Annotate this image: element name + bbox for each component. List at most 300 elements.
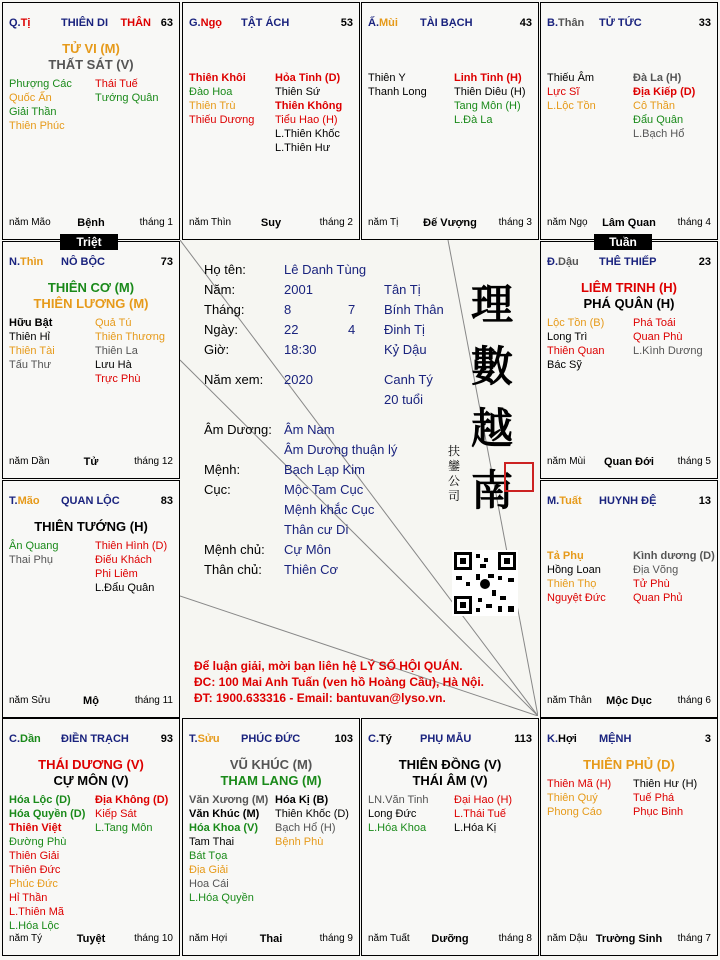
right-star-column <box>95 539 167 595</box>
minor-star: Phúc Đức <box>9 878 58 890</box>
red-stamp-icon <box>504 462 534 492</box>
palace-footer <box>547 456 711 470</box>
seal-char-3: 越 <box>470 404 513 453</box>
minor-star: Tang Môn (H) <box>454 100 521 112</box>
palace-name: ĐIỀN TRẠCH <box>61 733 129 745</box>
palace-year: năm Dần <box>9 456 50 467</box>
value-cuc3: Thân cư Di <box>284 522 349 537</box>
palace-name: THÊ THIẾP <box>599 256 657 268</box>
right-star-column <box>633 316 703 358</box>
main-star: THIÊN ĐỒNG (V) <box>398 757 502 772</box>
palace-number: 63 <box>160 17 173 29</box>
minor-star: Phá Toái <box>633 317 676 329</box>
palace-position <box>368 17 398 29</box>
palace-number: 83 <box>160 495 173 507</box>
main-star: THẤT SÁT (V) <box>48 57 134 72</box>
palace-header <box>189 17 353 31</box>
main-star: VŨ KHÚC (M) <box>229 757 313 772</box>
minor-star: Bát Tọa <box>189 850 228 862</box>
minor-star: L.Lộc Tồn <box>547 100 596 112</box>
qr-code-icon[interactable] <box>452 550 518 616</box>
minor-star: Hồng Loan <box>547 564 601 576</box>
minor-star: Thiên Không <box>275 100 343 112</box>
seal-char-1: 理 <box>470 280 513 329</box>
minor-star: Ân Quang <box>9 540 59 552</box>
right-star-column <box>95 77 159 105</box>
palace-position <box>547 733 577 745</box>
palace-stem: G. <box>189 17 201 29</box>
palace-month: tháng 2 <box>319 217 353 228</box>
seal-char-2: 數 <box>470 342 513 391</box>
palace-year: năm Sửu <box>9 695 51 706</box>
minor-star: Bệnh Phù <box>275 836 324 848</box>
palace-footer <box>547 933 711 947</box>
palace-header <box>9 495 173 509</box>
minor-star: Thiên Giải <box>9 850 60 862</box>
minor-star: LN.Văn Tinh <box>368 794 429 806</box>
minor-star: L.Tang Môn <box>95 822 153 834</box>
palace-name: MỆNH <box>599 733 632 745</box>
minor-star: Thiếu Dương <box>189 114 255 126</box>
minor-star: Phượng Các <box>9 78 72 90</box>
palace-stage: Dưỡng <box>431 933 469 945</box>
palace-year: năm Mùi <box>547 456 586 467</box>
minor-star: Văn Khúc (M) <box>189 808 260 820</box>
minor-star: Thiên Khốc (D) <box>275 808 349 820</box>
minor-star: L.Thiên Mã <box>9 906 65 918</box>
value-gio: 18:30 <box>284 342 317 357</box>
minor-star: Bác Sỹ <box>547 359 582 371</box>
palace-branch: Tị <box>20 17 31 29</box>
palace-branch: Dần <box>20 733 41 745</box>
palace-month: tháng 8 <box>498 933 532 944</box>
minor-star: Hữu Bật <box>9 317 53 329</box>
palace-stem: T. <box>189 733 198 745</box>
palace-stage: Mộc Dục <box>606 695 652 707</box>
value-hoten: Lê Danh Tùng <box>284 262 367 277</box>
palace-stage: Lâm Quan <box>602 217 656 229</box>
palace-branch: Mão <box>17 495 40 507</box>
palace-footer <box>547 695 711 709</box>
palace-position <box>189 733 220 745</box>
label-thanchu: Thân chủ: <box>204 562 262 577</box>
info-values <box>284 260 397 580</box>
minor-star: L.Thiên Khốc <box>275 128 340 140</box>
minor-star: Thiên Hình (D) <box>95 540 168 552</box>
value-cuc: Mộc Tam Cục <box>284 482 364 497</box>
palace-branch: Thìn <box>20 256 44 268</box>
palace-branch: Dậu <box>558 256 579 268</box>
minor-star: Quan Phủ <box>633 592 683 604</box>
palace-position <box>547 17 584 29</box>
palace-name: PHÚC ĐỨC <box>241 733 301 745</box>
minor-star: Quốc Ấn <box>9 92 52 104</box>
label-namxem: Năm xem: <box>204 372 264 387</box>
minor-star: Thiên Y <box>368 72 406 84</box>
palace-year: năm Hợi <box>189 933 228 944</box>
label-menhchu: Mệnh chủ: <box>204 542 265 557</box>
palace-cell-than <box>540 2 718 240</box>
minor-star: L.Thái Tuế <box>454 808 506 820</box>
palace-year: năm Tý <box>9 933 43 944</box>
minor-star: L.Thiên Hư <box>275 142 331 154</box>
minor-star: Long Trì <box>547 331 588 343</box>
palace-stage: Thai <box>259 933 283 945</box>
palace-cell-dau <box>540 241 718 479</box>
palace-footer <box>368 217 532 231</box>
palace-cell-suu <box>182 718 360 956</box>
minor-star: Đẩu Quân <box>633 114 684 126</box>
value-amduong: Âm Nam <box>284 422 335 437</box>
palace-stem: C. <box>9 733 20 745</box>
palace-cell-ti <box>2 2 180 240</box>
value-gio-can: Kỷ Dậu <box>384 342 427 357</box>
left-star-column <box>9 316 55 372</box>
right-star-column <box>633 549 715 605</box>
right-star-column <box>275 71 342 155</box>
palace-year: năm Mão <box>9 217 51 228</box>
minor-star: Địa Võng <box>633 564 679 576</box>
palace-branch: Ngọ <box>200 17 223 29</box>
minor-star: Thiên Trù <box>189 100 236 112</box>
minor-star: Thiên Khôi <box>189 72 246 84</box>
left-star-column <box>368 71 427 99</box>
label-menh: Mệnh: <box>204 462 241 477</box>
minor-star: Văn Xương (M) <box>189 794 269 806</box>
label-ngay: Ngày: <box>204 322 238 337</box>
palace-month: tháng 5 <box>677 456 711 467</box>
minor-star: L.Đà La <box>454 114 493 126</box>
value-ngay2: 4 <box>348 322 356 337</box>
label-thang: Tháng: <box>204 302 245 317</box>
palace-month: tháng 1 <box>139 217 173 228</box>
minor-star: Hỉ Thần <box>9 892 48 904</box>
value-amduong2: Âm Dương thuận lý <box>284 442 398 457</box>
minor-star: Hóa Quyền (D) <box>9 808 86 820</box>
minor-star: Thiên Việt <box>9 822 62 834</box>
palace-stem: N. <box>9 256 20 268</box>
palace-header <box>9 256 173 270</box>
value-thang: 8 <box>284 302 292 317</box>
palace-header <box>547 733 711 747</box>
palace-month: tháng 10 <box>134 933 173 944</box>
minor-star: Đà La (H) <box>633 72 682 84</box>
palace-cell-tuat <box>540 480 718 718</box>
minor-star: Thai Phụ <box>9 554 54 566</box>
palace-number: 53 <box>340 17 353 29</box>
value-namxem: 2020 <box>284 372 313 387</box>
palace-month: tháng 11 <box>134 695 173 706</box>
palace-header <box>547 17 711 31</box>
label-amduong: Âm Dương: <box>204 422 272 437</box>
info-labels <box>204 260 272 580</box>
minor-star: Điếu Khách <box>95 554 152 566</box>
palace-position <box>368 733 392 745</box>
minor-star: L.Hóa Lộc <box>9 920 60 932</box>
palace-stage: Trường Sinh <box>595 933 663 945</box>
right-star-column <box>454 71 526 127</box>
left-star-column <box>547 777 611 819</box>
palace-cell-suu2 <box>2 480 180 718</box>
label-hoten: Họ tên: <box>204 262 246 277</box>
palace-branch: Tuất <box>559 495 582 507</box>
palace-month: tháng 6 <box>677 695 711 706</box>
palace-header <box>9 17 173 31</box>
palace-stem: M. <box>547 495 560 507</box>
minor-star: Đường Phù <box>9 836 67 848</box>
main-star: THÁI DƯƠNG (V) <box>38 757 144 772</box>
contact-line-2: ĐC: 100 Mai Anh Tuấn (ven hồ Hoàng Cầu), Hà Nội. <box>194 675 485 689</box>
palace-name: TÀI BẠCH <box>420 17 473 29</box>
minor-star: Hỏa Tinh (D) <box>275 72 341 84</box>
palace-stem: Ấ. <box>368 17 379 29</box>
palace-name: PHỤ MẪU <box>420 733 472 745</box>
palace-cell-mui <box>361 2 539 240</box>
minor-star: Hóa Khoa (V) <box>189 822 259 834</box>
value-namxem-can: Canh Tý <box>384 372 433 387</box>
minor-star: L.Đẩu Quân <box>95 582 155 594</box>
palace-year: năm Tuất <box>368 933 410 944</box>
value-menh: Bạch Lạp Kim <box>284 462 365 477</box>
minor-star: Thiếu Âm <box>547 72 595 84</box>
tuan-badge: Tuần <box>594 234 652 250</box>
palace-position <box>9 495 40 507</box>
minor-star: Phong Cáo <box>547 806 603 818</box>
palace-month: tháng 7 <box>677 933 711 944</box>
palace-cell-ngo <box>182 2 360 240</box>
palace-stem: C. <box>368 733 379 745</box>
palace-year: năm Thìn <box>189 217 232 228</box>
value-ngay-can: Đinh Tị <box>384 322 425 337</box>
palace-branch: Sửu <box>197 733 220 745</box>
left-star-column <box>9 539 59 567</box>
palace-position <box>189 17 222 29</box>
left-star-column <box>368 793 429 835</box>
main-star: LIÊM TRINH (H) <box>580 280 678 295</box>
minor-star: Nguyệt Đức <box>547 592 606 604</box>
palace-number: 13 <box>698 495 711 507</box>
main-star: THIÊN TƯỚNG (H) <box>34 519 148 534</box>
palace-stem: Q. <box>9 17 21 29</box>
palace-cell-ty <box>361 718 539 956</box>
minor-star: Thiên Sứ <box>275 86 321 98</box>
minor-star: Tấu Thư <box>9 359 52 371</box>
palace-stage: Mộ <box>83 695 99 707</box>
palace-number: 43 <box>519 17 532 29</box>
palace-year: năm Ngọ <box>547 217 588 228</box>
label-nam: Năm: <box>204 282 236 297</box>
palace-number: 113 <box>514 733 532 745</box>
value-ngay: 22 <box>284 322 299 337</box>
minor-star: L.Hóa Kị <box>454 822 497 834</box>
minor-star: Thiên La <box>95 345 138 357</box>
right-star-column <box>633 777 697 819</box>
palace-header <box>547 495 711 509</box>
palace-stage: Quan Đới <box>604 456 654 468</box>
minor-star: Lưu Hà <box>95 359 132 371</box>
palace-month: tháng 9 <box>319 933 353 944</box>
palace-name: TỬ TỨC <box>599 17 642 29</box>
minor-star: Địa Giải <box>189 864 229 876</box>
palace-branch: Hợi <box>558 733 577 745</box>
palace-header <box>9 733 173 747</box>
minor-star: Thiên Quý <box>547 792 598 804</box>
palace-position <box>9 256 43 268</box>
minor-star: Phục Binh <box>633 806 684 818</box>
minor-star: Thiên Hỉ <box>9 331 50 343</box>
palace-name: HUYNH ĐỆ <box>599 495 657 507</box>
main-star: TỬ VI (M) <box>62 41 120 56</box>
palace-number: 103 <box>334 733 353 745</box>
triet-badge: Triệt <box>60 234 118 250</box>
info-second-values <box>348 300 355 340</box>
left-star-column <box>189 793 268 905</box>
minor-star: Thiên Thương <box>95 331 166 343</box>
palace-branch: Thân <box>558 17 585 29</box>
left-star-column <box>547 549 606 605</box>
minor-star: Tướng Quân <box>95 92 159 104</box>
minor-star: Trực Phù <box>95 373 141 385</box>
seal-small-text: 扶鑾公司 <box>448 444 461 503</box>
minor-star: Tam Thai <box>189 836 235 848</box>
palace-cell-hoi <box>540 718 718 956</box>
minor-star: Thiên Mã (H) <box>547 778 612 790</box>
than-marker: THÂN <box>120 17 151 29</box>
left-star-column <box>547 71 596 113</box>
palace-name: TẬT ÁCH <box>241 17 290 29</box>
palace-header <box>368 17 532 31</box>
palace-year: năm Tị <box>368 217 399 228</box>
palace-footer <box>368 933 532 947</box>
seal-char-4: 南 <box>470 466 513 515</box>
palace-stage: Bệnh <box>77 217 105 229</box>
palace-number: 73 <box>160 256 173 268</box>
minor-star: Đào Hoa <box>189 86 233 98</box>
right-star-column <box>454 793 512 835</box>
value-thang2: 7 <box>348 302 356 317</box>
main-star: THAM LANG (M) <box>220 773 322 788</box>
minor-star: Lộc Tồn (B) <box>547 317 605 329</box>
palace-header <box>189 733 353 747</box>
minor-star: Đại Hao (H) <box>454 794 513 806</box>
minor-star: L.Bạch Hổ <box>633 128 685 140</box>
minor-star: Hóa Lộc (D) <box>9 794 71 806</box>
palace-number: 93 <box>160 733 173 745</box>
main-star: PHÁ QUÂN (H) <box>583 296 675 311</box>
minor-star: Thanh Long <box>368 86 427 98</box>
palace-footer <box>9 695 173 709</box>
palace-footer <box>9 217 173 231</box>
minor-star: Thái Tuế <box>95 78 138 90</box>
palace-stage: Suy <box>260 217 282 229</box>
minor-star: Thiên Hư (H) <box>633 778 698 790</box>
value-thang-can: Bính Thân <box>384 302 444 317</box>
palace-cell-dan <box>2 718 180 956</box>
minor-star: Phi Liêm <box>95 568 138 580</box>
palace-stem: K. <box>547 733 558 745</box>
right-star-column <box>633 71 695 141</box>
palace-name: THIÊN DI <box>61 17 109 29</box>
left-star-column <box>189 71 254 127</box>
value-nam: 2001 <box>284 282 313 297</box>
left-star-column <box>9 793 85 933</box>
palace-footer <box>9 456 173 470</box>
main-star: THIÊN LƯƠNG (M) <box>33 296 149 311</box>
palace-stage: Tử <box>83 456 99 468</box>
palace-branch: Tý <box>379 733 392 745</box>
right-star-column <box>275 793 349 849</box>
minor-star: Kình dương (D) <box>633 550 715 562</box>
main-star: THIÊN PHỦ (D) <box>583 757 675 772</box>
main-star: THÁI ÂM (V) <box>412 773 488 788</box>
palace-branch: Mùi <box>379 17 398 29</box>
minor-star: Tuế Phá <box>633 792 675 804</box>
palace-month: tháng 3 <box>498 217 532 228</box>
palace-name: QUAN LỘC <box>61 495 120 507</box>
palace-stage: Đế Vượng <box>423 217 477 229</box>
contact-info <box>194 658 484 706</box>
minor-star: L.Hóa Khoa <box>368 822 427 834</box>
palace-position <box>9 733 41 745</box>
minor-star: Cô Thần <box>633 100 675 112</box>
minor-star: Tả Phụ <box>547 550 584 562</box>
palace-position <box>547 256 579 268</box>
left-star-column <box>547 316 604 372</box>
value-tuoi: 20 tuổi <box>384 392 424 407</box>
minor-star: Long Đức <box>368 808 417 820</box>
minor-star: Giải Thần <box>9 106 57 118</box>
contact-line-1: Để luận giải, mời bạn liên hệ LÝ SỐ HỘI QUÁN. <box>194 659 463 673</box>
minor-star: Địa Không (D) <box>95 794 169 806</box>
minor-star: L.Hóa Quyền <box>189 892 254 904</box>
left-star-column <box>9 77 72 133</box>
palace-position <box>9 17 30 29</box>
minor-star: Thiên Diêu (H) <box>454 86 526 98</box>
palace-footer <box>547 217 711 231</box>
minor-star: Thiên Thọ <box>547 578 597 590</box>
minor-star: Bạch Hổ (H) <box>275 822 336 834</box>
palace-number: 3 <box>704 733 711 745</box>
value-thanchu: Thiên Cơ <box>284 562 339 577</box>
minor-star: Thiên Đức <box>9 864 61 876</box>
label-cuc: Cục: <box>204 482 231 497</box>
palace-footer <box>189 217 353 231</box>
contact-line-3: ĐT: 1900.633316 - Email: bantuvan@lyso.vn. <box>194 691 446 705</box>
palace-header <box>547 256 711 270</box>
palace-stage: Tuyệt <box>76 933 106 945</box>
main-star: THIÊN CƠ (M) <box>47 280 135 295</box>
palace-number: 23 <box>698 256 711 268</box>
info-can-chi <box>384 280 444 410</box>
minor-star: Hoa Cái <box>189 878 229 890</box>
palace-month: tháng 4 <box>677 217 711 228</box>
minor-star: Kiếp Sát <box>95 808 137 820</box>
palace-footer <box>189 933 353 947</box>
minor-star: Tử Phù <box>633 578 670 590</box>
palace-stem: B. <box>547 17 558 29</box>
minor-star: Linh Tinh (H) <box>454 72 522 84</box>
minor-star: Thiên Tài <box>9 345 55 357</box>
main-star: CỰ MÔN (V) <box>53 773 129 788</box>
minor-star: Thiên Phúc <box>9 120 65 132</box>
value-menhchu: Cự Môn <box>284 542 331 557</box>
palace-stem: T. <box>9 495 18 507</box>
minor-star: Lực Sĩ <box>547 86 580 98</box>
palace-year: năm Thân <box>547 695 592 706</box>
minor-star: Hóa Kị (B) <box>275 794 329 806</box>
center-info-panel <box>180 240 538 716</box>
minor-star: Quả Tú <box>95 317 132 329</box>
